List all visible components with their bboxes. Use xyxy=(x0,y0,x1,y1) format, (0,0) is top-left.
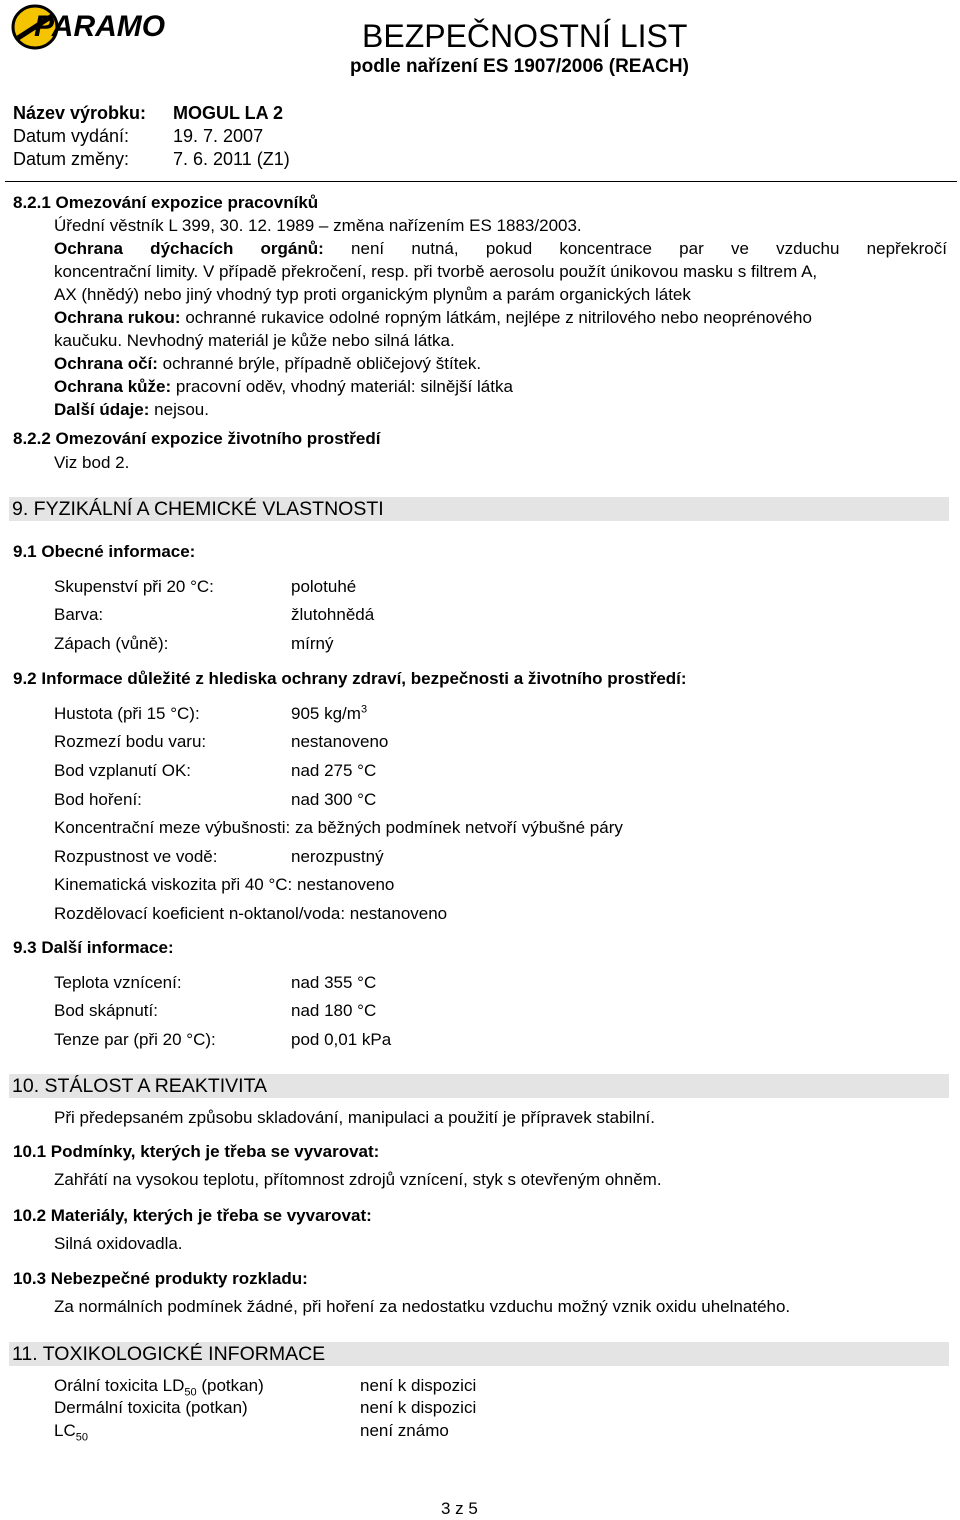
section-11-title: 11. TOXIKOLOGICKÉ INFORMACE xyxy=(12,1343,326,1365)
product-label: Název výrobku: xyxy=(13,103,147,123)
skin-protection-label: Ochrana kůže: xyxy=(54,377,172,396)
other-info xyxy=(54,399,209,420)
change-date-row xyxy=(13,148,290,170)
general-value-1: polotuhé xyxy=(291,577,357,596)
boiling-key: Rozmezí bodu varu: xyxy=(54,732,207,751)
density-superscript: 3 xyxy=(360,703,368,716)
paramo-logo-graphic xyxy=(8,2,208,52)
solubility-value: nerozpustný xyxy=(291,847,384,866)
oral-toxicity-row xyxy=(54,1375,477,1399)
section-10-band xyxy=(9,1074,949,1098)
lc-key-subscript: 50 xyxy=(75,1431,88,1444)
dermal-toxicity-value: není k dispozici xyxy=(360,1398,477,1417)
product-name-row xyxy=(13,102,283,124)
issue-value: 19. 7. 2007 xyxy=(173,126,264,146)
heading-9-3: 9.3 Další informace: xyxy=(13,938,174,957)
eye-protection-text: ochranné brýle, případně obličejový štítek. xyxy=(162,354,482,373)
more-row-2 xyxy=(54,1000,376,1021)
respiratory-line-1 xyxy=(54,238,947,259)
oral-toxicity-key xyxy=(54,1375,360,1399)
section-9-band xyxy=(9,497,949,521)
oral-key-subscript: 50 xyxy=(184,1386,197,1399)
hand-protection-label: Ochrana rukou: xyxy=(54,308,181,327)
general-row-1 xyxy=(54,576,356,597)
header-divider xyxy=(5,181,957,182)
hand-protection-text-1: ochranné rukavice odolné ropným látkám, nejlépe z nitrilového nebo neoprénového xyxy=(185,308,812,327)
density-row xyxy=(54,703,367,724)
heading-8-2-2: 8.2.2 Omezování expozice životního prostředí xyxy=(13,429,381,448)
flash-point-value: nad 275 °C xyxy=(291,761,377,780)
skin-protection xyxy=(54,376,513,397)
lc50-value: není známo xyxy=(360,1421,449,1440)
other-info-label: Další údaje: xyxy=(54,400,150,419)
heading-8-2-1: 8.2.1 Omezování expozice pracovníků xyxy=(13,193,319,212)
heading-10-2-text: Silná oxidovadla. xyxy=(54,1234,183,1253)
skin-protection-text: pracovní oděv, vhodný materiál: silnější látka xyxy=(175,377,513,396)
respiratory-text-1: není nutná, pokud koncentrace par ve vzduchu nepřekročí xyxy=(351,239,947,258)
change-value: 7. 6. 2011 (Z1) xyxy=(173,149,290,169)
general-row-2 xyxy=(54,604,374,625)
oral-key-text-2: (potkan) xyxy=(196,1376,264,1395)
density-key: Hustota (při 15 °C): xyxy=(54,704,200,723)
general-key-3: Zápach (vůně): xyxy=(54,634,169,653)
oral-key-text: Orální toxicita LD xyxy=(54,1376,185,1395)
boiling-value: nestanoveno xyxy=(291,732,389,751)
paramo-logo xyxy=(8,2,208,52)
logo-text: PARAMO xyxy=(34,10,166,43)
hand-protection-line-2: kaučuku. Nevhodný materiál je kůže nebo silná látka. xyxy=(54,331,455,350)
respiratory-label: Ochrana dýchacích orgánů: xyxy=(54,239,324,258)
eye-protection-label: Ochrana očí: xyxy=(54,354,158,373)
general-value-2: žlutohnědá xyxy=(291,605,375,624)
flash-point-key: Bod vzplanutí OK: xyxy=(54,761,192,780)
more-value-2: nad 180 °C xyxy=(291,1001,377,1020)
partition-coefficient: Rozdělovací koeficient n-oktanol/voda: nestanoveno xyxy=(54,904,448,923)
product-value: MOGUL LA 2 xyxy=(173,103,284,123)
more-key-1: Teplota vznícení: xyxy=(54,973,182,992)
section-9-title: 9. FYZIKÁLNÍ A CHEMICKÉ VLASTNOSTI xyxy=(12,498,384,520)
more-row-1 xyxy=(54,972,376,993)
oral-toxicity-value: není k dispozici xyxy=(360,1376,477,1395)
other-info-text: nejsou. xyxy=(154,400,209,419)
burn-point-row xyxy=(54,789,376,810)
general-key-2: Barva: xyxy=(54,605,104,624)
issue-label: Datum vydání: xyxy=(13,126,130,146)
hand-protection-line-1 xyxy=(54,307,812,328)
heading-10-1-text: Zahřátí na vysokou teplotu, přítomnost zdrojů vznícení, styk s otevřeným ohněm. xyxy=(54,1170,662,1189)
respiratory-line-2: koncentrační limity. V případě překročení, resp. při tvorbě aerosolu použít únikovou masku s filtrem A, xyxy=(54,262,818,281)
stability-text: Při předepsaném způsobu skladování, manipulaci a použití je přípravek stabilní. xyxy=(54,1108,656,1127)
boiling-row xyxy=(54,731,388,752)
document-title: BEZPEČNOSTNÍ LIST xyxy=(362,18,688,54)
more-row-3 xyxy=(54,1029,391,1050)
heading-10-2: 10.2 Materiály, kterých je třeba se vyvarovat: xyxy=(13,1206,372,1225)
section-10-title: 10. STÁLOST A REAKTIVITA xyxy=(12,1075,268,1097)
viscosity: Kinematická viskozita při 40 °C: nestanoveno xyxy=(54,875,395,894)
more-value-3: pod 0,01 kPa xyxy=(291,1030,392,1049)
general-key-1: Skupenství při 20 °C: xyxy=(54,577,214,596)
solubility-row xyxy=(54,846,384,867)
heading-10-3: 10.3 Nebezpečné produkty rozkladu: xyxy=(13,1269,308,1288)
heading-9-2: 9.2 Informace důležité z hlediska ochrany zdraví, bezpečnosti a životního prostředí: xyxy=(13,669,687,688)
dermal-toxicity-row xyxy=(54,1397,476,1418)
heading-9-1: 9.1 Obecné informace: xyxy=(13,542,196,561)
more-value-1: nad 355 °C xyxy=(291,973,377,992)
issue-date-row xyxy=(13,125,263,147)
official-journal: Úřední věstník L 399, 30. 12. 1989 – změna nařízením ES 1883/2003. xyxy=(54,216,582,235)
explosive-limits: Koncentrační meze výbušnosti: za běžných podmínek netvoří výbušné páry xyxy=(54,818,623,837)
document-subtitle: podle nařízení ES 1907/2006 (REACH) xyxy=(350,56,689,77)
density-value: 905 kg/m xyxy=(291,704,361,723)
flash-point-row xyxy=(54,760,376,781)
page-number: 3 z 5 xyxy=(441,1499,478,1518)
solubility-key: Rozpustnost ve vodě: xyxy=(54,847,218,866)
general-row-3 xyxy=(54,633,334,654)
burn-point-key: Bod hoření: xyxy=(54,790,142,809)
respiratory-line-3: AX (hnědý) nebo jiný vhodný typ proti organickým plynům a parám organických látek xyxy=(54,285,691,304)
lc50-row xyxy=(54,1420,449,1444)
burn-point-value: nad 300 °C xyxy=(291,790,377,809)
dermal-toxicity-key: Dermální toxicita (potkan) xyxy=(54,1398,248,1417)
lc-key-text: LC xyxy=(54,1421,76,1440)
heading-8-2-2-text: Viz bod 2. xyxy=(54,453,130,472)
change-label: Datum změny: xyxy=(13,149,130,169)
eye-protection xyxy=(54,353,481,374)
heading-10-1: 10.1 Podmínky, kterých je třeba se vyvarovat: xyxy=(13,1142,380,1161)
more-key-3: Tenze par (při 20 °C): xyxy=(54,1030,216,1049)
heading-10-3-text: Za normálních podmínek žádné, při hoření za nedostatku vzduchu možný vznik oxidu uhelnatého. xyxy=(54,1297,791,1316)
more-key-2: Bod skápnutí: xyxy=(54,1001,158,1020)
section-11-band xyxy=(9,1342,949,1366)
general-value-3: mírný xyxy=(291,634,334,653)
lc50-key xyxy=(54,1420,360,1444)
